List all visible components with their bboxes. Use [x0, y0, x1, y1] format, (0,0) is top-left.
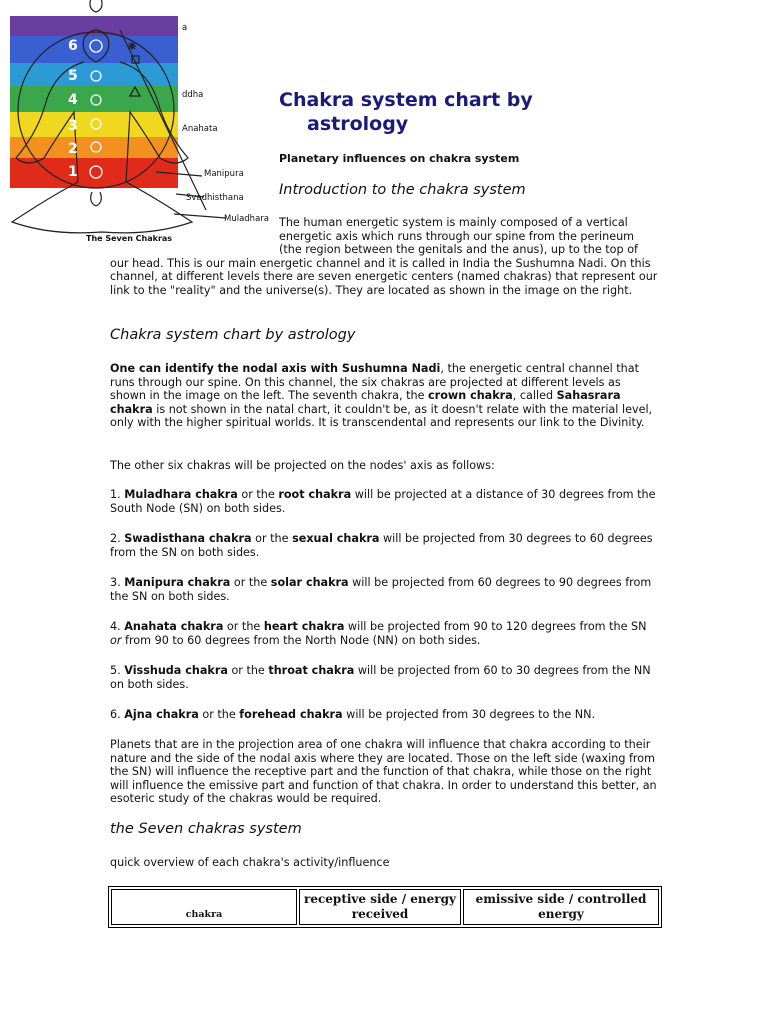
- intro-text-part1: The human energetic system is mainly composed of a vertical energetic axis which runs through our spine from the perineum (the region between the genitals and the anus), up to the top of: [279, 216, 638, 257]
- list-item: 4. Anahata chakra or the heart chakra will be projected from 90 to 120 degrees from the SN or from 90 to 60 degrees from the North Node (NN) on both sides.: [110, 620, 647, 647]
- table-header-row: [111, 889, 659, 925]
- bold-text: crown chakra: [428, 389, 513, 403]
- body-text: , called: [512, 389, 557, 403]
- page-title-line2: astrology: [307, 113, 409, 135]
- chakra-number: 4: [68, 92, 78, 108]
- bold-text: Sahasrara chakra: [110, 389, 621, 416]
- chakra-label: ddha: [182, 90, 204, 100]
- table-header-emissive: emissive side / controlled energy: [463, 889, 659, 925]
- page-title-line1: Chakra system chart by: [279, 89, 533, 111]
- chart-heading: Chakra system chart by astrology: [110, 327, 356, 343]
- list-item: 3. Manipura chakra or the solar chakra will be projected from 60 degrees to 90 degrees from the SN on both sides.: [110, 576, 652, 603]
- planets-paragraph: Planets that are in the projection area of one chakra will influence that chakra according to their nature and the side of the nodal axis where they are located. Those on the left side (waxing from the SN) will influence the receptive part and the function of that chakra, while those on the right will influence the emissive part and function of that chakra. In order to understand this better, an esoteric study of the chakras would be required.: [110, 738, 657, 806]
- seven-chakras-heading: the Seven chakras system: [110, 821, 302, 837]
- chakra-label: Manipura: [204, 169, 244, 179]
- nodal-axis-paragraph: [110, 362, 658, 430]
- overview-text: quick overview of each chakra's activity/influence: [110, 856, 390, 869]
- intro-heading: Introduction to the chakra system: [279, 182, 526, 198]
- chakra-label: a: [182, 23, 188, 33]
- list-item: 5. Visshuda chakra or the throat chakra will be projected from 60 to 30 degrees from the NN on both sides.: [110, 664, 651, 691]
- chakra-number: 5: [68, 68, 78, 84]
- intro-text-part2: our head. This is our main energetic channel and it is called in India the Sushumna Nadi. On this channel, at different levels there are seven energetic centers (named chakras) that represent our link to the "reality" and the universe(s). They are located as shown in the image on the right.: [110, 256, 658, 297]
- chakra-label: Anahata: [182, 124, 218, 134]
- body-text: , the energetic central channel that runs through our spine. On this channel, the six chakras are projected at different levels as shown in the image on the left. The seventh chakra, the: [110, 362, 639, 403]
- list-item: 2. Swadisthana chakra or the sexual chakra will be projected from 30 degrees to 60 degrees from the SN on both sides.: [110, 532, 653, 559]
- chakra-label: Svadhisthana: [186, 193, 244, 203]
- list-item: 1. Muladhara chakra or the root chakra will be projected at a distance of 30 degrees from the South Node (SN) on both sides.: [110, 488, 656, 515]
- table-header-receptive: receptive side / energy received: [299, 889, 461, 925]
- chakra-number: 2: [68, 141, 78, 157]
- chakra-label: Muladhara: [224, 214, 269, 224]
- list-item: 6. Ajna chakra or the forehead chakra will be projected from 30 degrees to the NN.: [110, 708, 596, 721]
- table-header-chakra: chakra: [111, 889, 297, 925]
- figure-caption: The Seven Chakras: [86, 234, 173, 243]
- intro-paragraph: [110, 216, 658, 298]
- chakra-number: 6: [68, 38, 78, 54]
- page-title: [279, 88, 609, 136]
- projected-intro: The other six chakras will be projected on the nodes' axis as follows:: [110, 459, 495, 472]
- chakra-table: [108, 886, 662, 928]
- chakra-labels: [182, 23, 269, 224]
- chakra-number: 3: [68, 118, 78, 134]
- bold-text: One can identify the nodal axis with Sushumna Nadi: [110, 362, 441, 375]
- body-text: is not shown in the natal chart, it couldn't be, as it doesn't relate with the material level, only with the higher spiritual worlds. It is transcendental and represents our link to the Divinity.: [110, 402, 653, 430]
- seven-chakras-figure: [6, 0, 269, 245]
- chakra-number: 1: [68, 164, 78, 180]
- page-subtitle: Planetary influences on chakra system: [279, 152, 520, 165]
